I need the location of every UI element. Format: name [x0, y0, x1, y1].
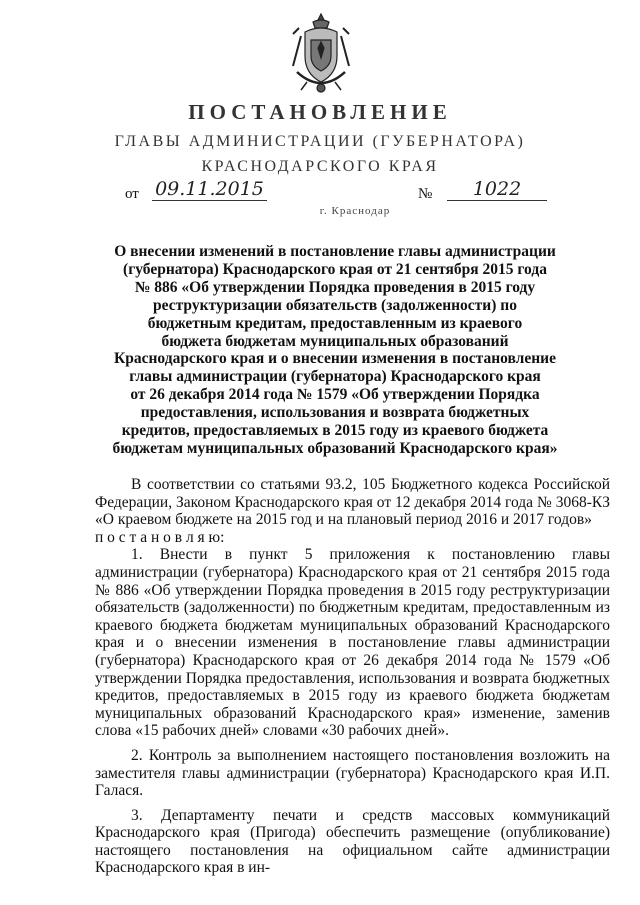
- document-title: [95, 243, 575, 458]
- issuer-line-2: КРАСНОДАРСКОГО КРАЯ: [201, 158, 439, 175]
- title-line: О внесении изменений в постановление главы администрации: [114, 243, 556, 260]
- decree-word: п о с т а н о в л я ю:: [95, 528, 225, 546]
- issuer-line-1: ГЛАВЫ АДМИНИСТРАЦИИ (ГУБЕРНАТОРА): [114, 133, 526, 150]
- title-line: от 26 декабря 2014 года № 1579 «Об утверждении Порядка: [130, 386, 540, 404]
- number-handwritten: 1022: [447, 178, 547, 201]
- item-2-paragraph: 2. Контроль за выполнением настоящего постановления возложить на заместителя главы администрации (губернатора) Краснодарского края И.П. Галася.: [95, 746, 610, 800]
- title-line: № 886 «Об утверждении Порядка проведения в 2015 году: [134, 278, 536, 296]
- document-type-title: ПОСТАНОВЛЕНИЕ: [188, 100, 452, 124]
- date-prefix: от: [125, 186, 139, 202]
- title-line: бюджета бюджетам муниципальных образований: [161, 332, 509, 350]
- document-body: [95, 476, 610, 877]
- title-line: кредитов, предоставляемых в 2015 году из краевого бюджета: [121, 422, 549, 440]
- preamble-paragraph: В соответствии со статьями 93.2, 105 Бюджетного кодекса Российской Федерации, Законом Краснодарского края от 12 декабря 2014 года № 3068-КЗ «О краевом бюджете на 2015 год и на плановый период 2016 и 2017 годов»: [95, 476, 610, 529]
- title-line: бюджетам муниципальных образований Краснодарского края»: [112, 439, 558, 457]
- date-handwritten: 09.11.2015: [152, 178, 267, 201]
- title-line: главы администрации (губернатора) Краснодарского края: [129, 368, 541, 386]
- coat-of-arms-emblem: [287, 12, 355, 96]
- city-label: г. Краснодар: [319, 205, 391, 217]
- item-1-paragraph: 1. Внести в пункт 5 приложения к постановлению главы администрации (губернатора) Краснодарского края от 21 сентября 2015 года № 886 «Об утверждении Порядка проведения в 2015 году реструктуризации обязательств (задолженности) по бюджетным кредитам, предоставленным из краевого бюджета бюджетам муниципальных образований Краснодарского края и о внесении изменения в постановление главы администрации (губернатора) Краснодарского края от 26 декабря 2014 года № 1579 «Об утверждении Порядка предоставления, использования и возврата бюджетных кредитов, предоставляемых в 2015 году из краевого бюджета бюджетам муниципальных образований Краснодарского края» изменение, заменив слова «15 рабочих дней» словами «30 рабочих дней».: [95, 546, 610, 740]
- title-line: (губернатора) Краснодарского края от 21 сентября 2015 года: [123, 260, 547, 278]
- item-3-paragraph: 3. Департаменту печати и средств массовых коммуникаций Краснодарского края (Пригода) обеспечить размещение (опубликование) настоящего постановления на официальном сайте администрации Краснодарского края в ин-: [95, 806, 610, 877]
- title-line: предоставления, использования и возврата бюджетных: [140, 404, 530, 422]
- title-line: Краснодарского края и о внесении изменения в постановление: [114, 350, 556, 368]
- number-prefix: №: [418, 186, 433, 202]
- title-line: бюджетным кредитам, предоставленным из краевого: [147, 314, 523, 332]
- title-line: реструктуризации обязательств (задолженности) по: [153, 296, 517, 314]
